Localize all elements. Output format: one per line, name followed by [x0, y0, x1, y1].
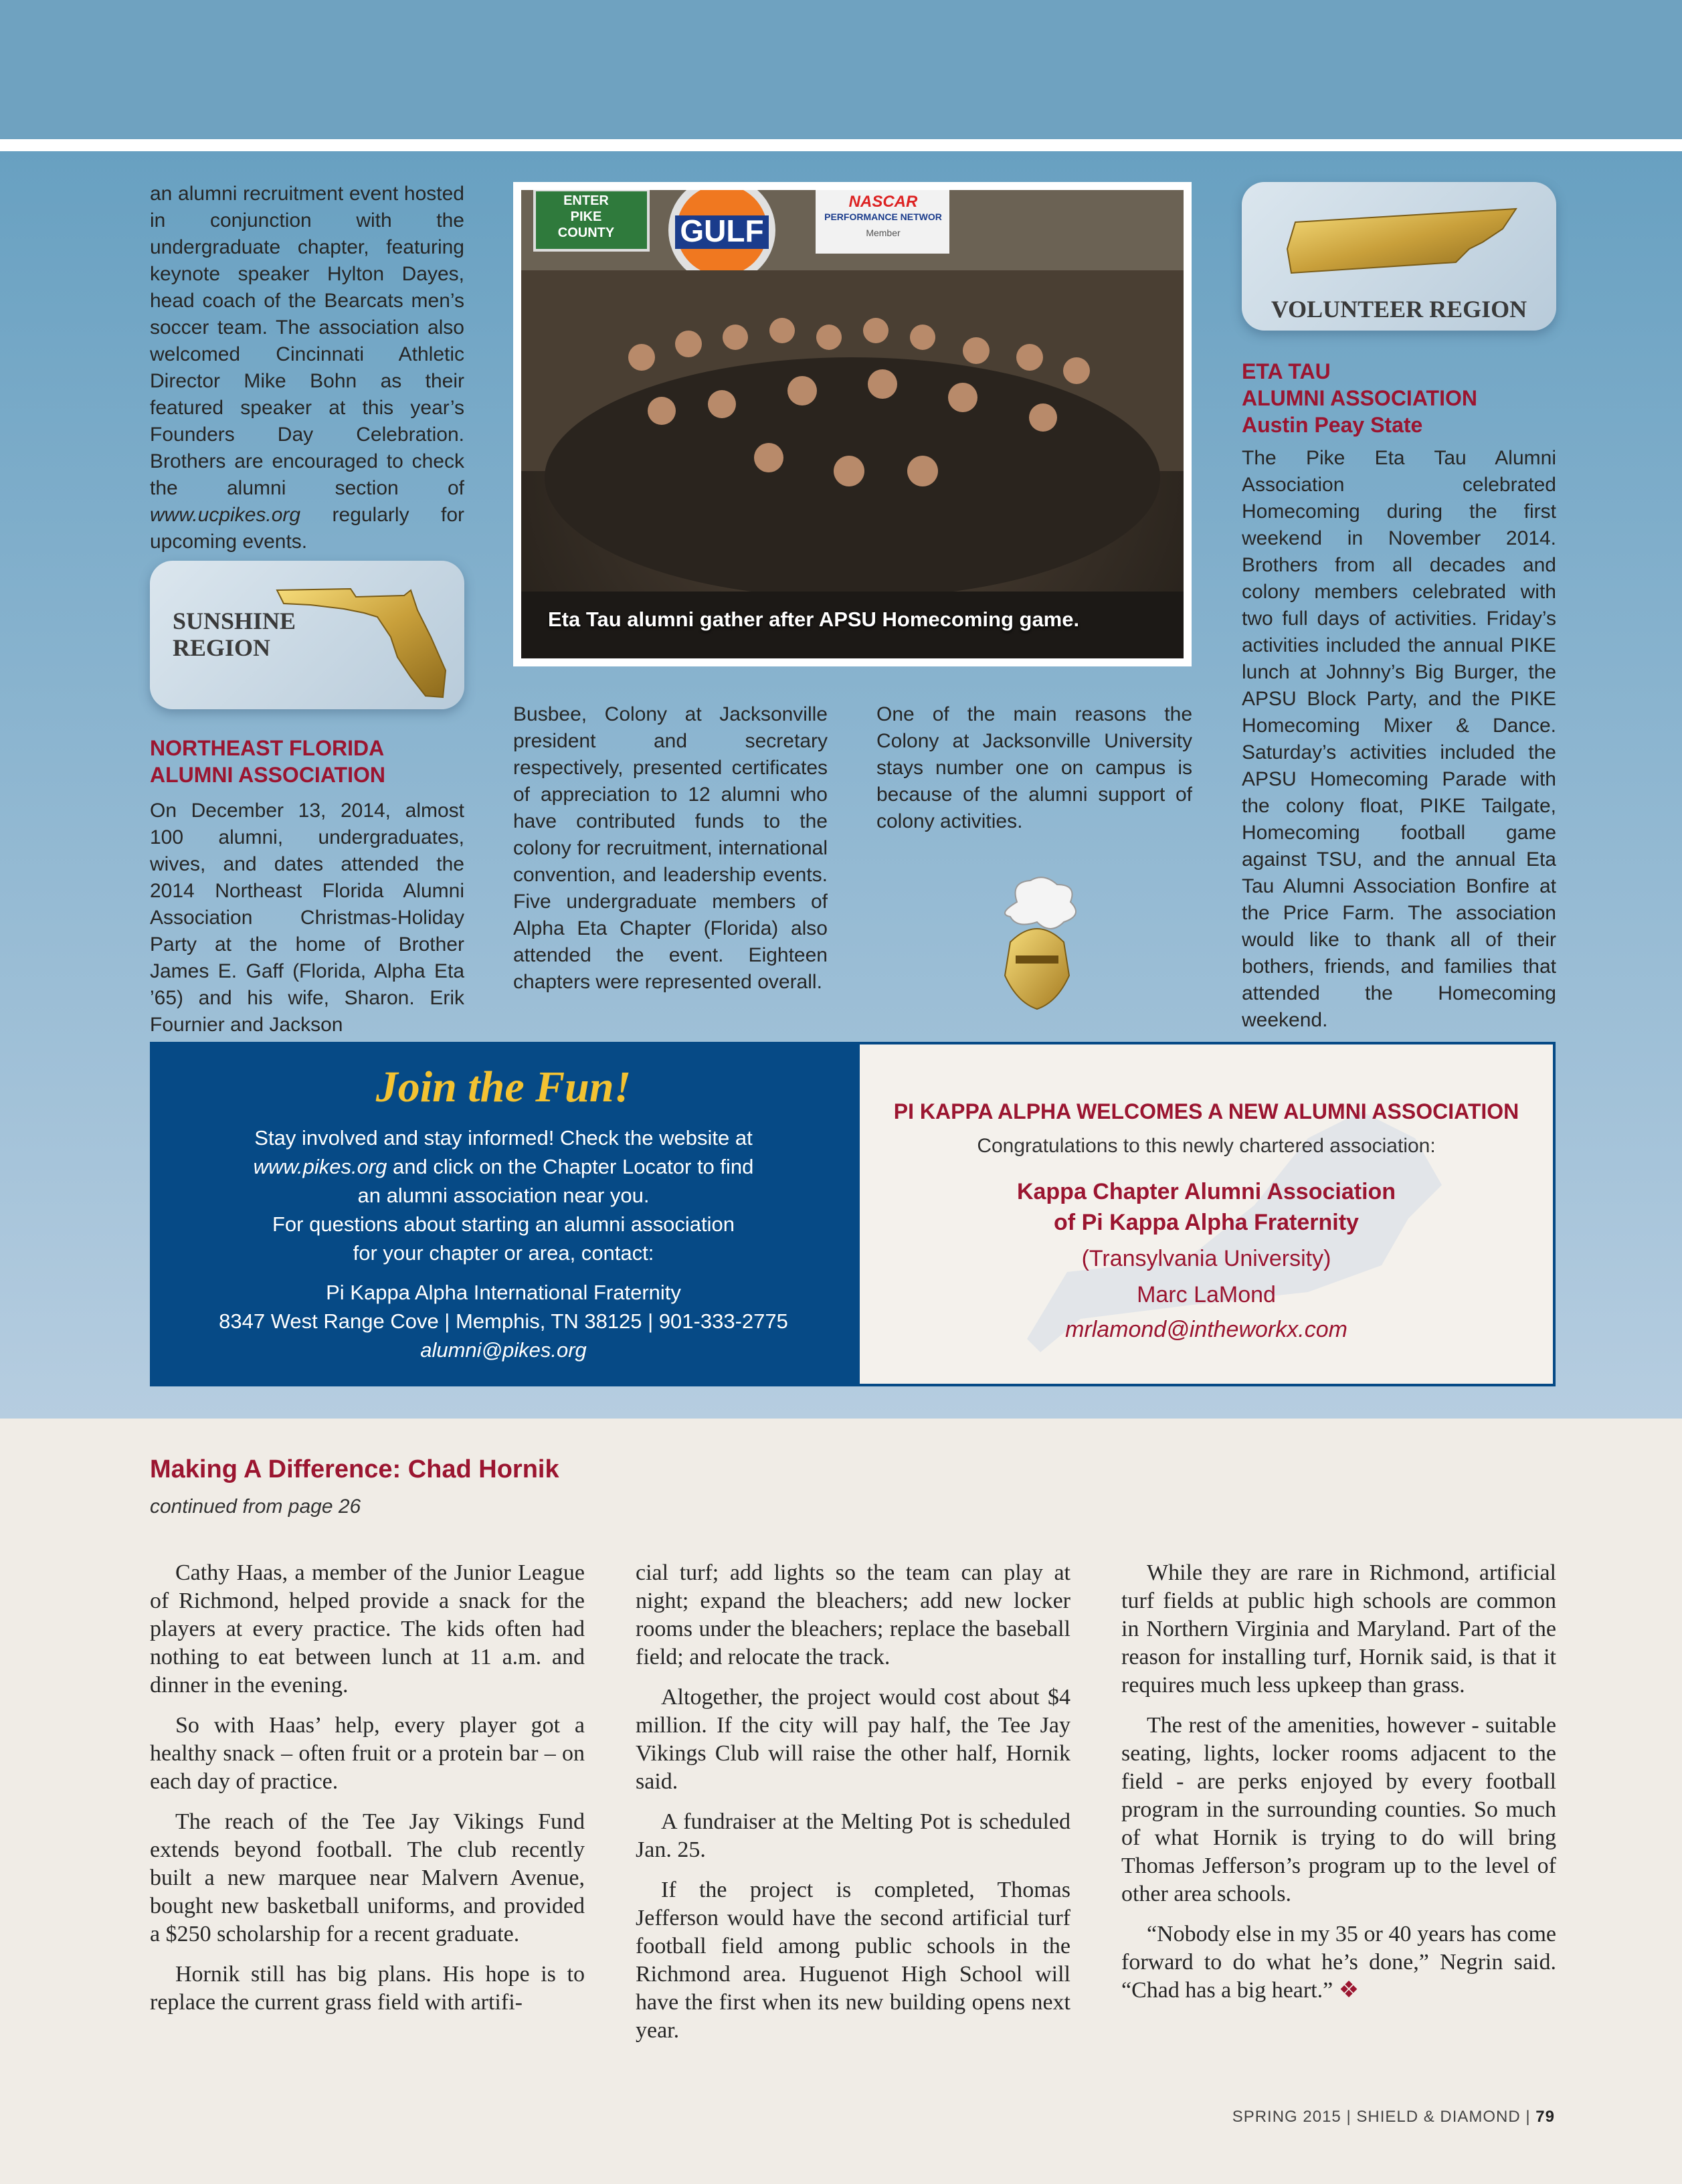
- new-association-box: [857, 1042, 1556, 1386]
- nascar-member: Member: [866, 227, 901, 238]
- page-number: 79: [1535, 2108, 1555, 2126]
- eta-tau-article: [1242, 358, 1556, 1034]
- gulf-sign: GULF: [680, 213, 764, 248]
- intro-tail: regularly for upcoming events.: [150, 504, 464, 553]
- story-paragraph-last: [1121, 1920, 1556, 2005]
- welcome-title: PI KAPPA ALPHA WELCOMES A NEW ALUMNI ASSOCIATION: [893, 1099, 1519, 1123]
- column-3-text: [876, 701, 1192, 835]
- sunshine-line2: REGION: [173, 634, 271, 661]
- northeast-florida-article: [150, 735, 464, 1038]
- etatau-body: The Pike Eta Tau Alumni Association celebrated Homecoming during the first weekend in November 2014. Brothers from all decades and colony members celebrated with two full days of activities. Friday’s activities included the annual PIKE lunch at Johnny’s Big Burger, the APSU Block Party, and the PIKE Homecoming Mixer & Dance. Saturday’s activities included the APSU Homecoming Parade with the colony float, PIKE Tailgate, Homecoming football game against TSU, and the annual Eta Tau Alumni Association Bonfire at the Price Farm. The association would like to thank all of their bothers, friends, and families that attended the Homecoming weekend.: [1242, 447, 1556, 1031]
- story-paragraph: A fundraiser at the Melting Pot is scheduled Jan. 25.: [636, 1809, 1070, 1862]
- join-line-1: Stay involved and stay informed! Check the website at: [254, 1126, 753, 1150]
- story-last-text: “Nobody else in my 35 or 40 years has come forward to do what he’s done,” Negrin said. “Chad has a big heart.”: [1121, 1922, 1556, 2003]
- header-divider: [0, 139, 1682, 151]
- sign-enter: ENTER: [563, 193, 609, 208]
- join-email-link[interactable]: alumni@pikes.org: [420, 1338, 587, 1362]
- join-the-fun-box: [150, 1042, 857, 1386]
- sunshine-region-badge: [150, 561, 464, 709]
- column-1-intro: [150, 181, 464, 555]
- join-text-block: [150, 1123, 857, 1364]
- nascar-sub: PERFORMANCE: [824, 211, 898, 222]
- welcome-school: (Transylvania University): [1081, 1246, 1331, 1271]
- enter-pike-county-sign: [536, 193, 636, 241]
- join-address: 8347 West Range Cove | Memphis, TN 38125 | 901-333-2775: [219, 1309, 788, 1333]
- welcome-name-2: of Pi Kappa Alpha Fraternity: [1054, 1210, 1359, 1235]
- pikes-website-link[interactable]: www.pikes.org: [253, 1155, 387, 1178]
- photo-caption: Eta Tau alumni gather after APSU Homecoming game.: [548, 608, 1080, 631]
- tennessee-map-icon: [1282, 202, 1523, 282]
- sunshine-line1: SUNSHINE: [173, 608, 296, 634]
- volunteer-region-label: VOLUNTEER REGION: [1271, 296, 1527, 323]
- garage-scene-illustration: [521, 190, 1184, 658]
- welcome-text-block: [860, 1099, 1553, 1345]
- join-org: Pi Kappa Alpha International Fraternity: [326, 1281, 681, 1304]
- nascar-sub2: NETWOR: [900, 211, 942, 222]
- join-title: Join the Fun!: [375, 1063, 632, 1111]
- column-2-text: [513, 701, 828, 996]
- col2-body: Busbee, Colony at Jacksonville president and secretary respectively, presented certificates of appreciation to 12 alumni who have contributed funds to the colony for recruitment, international convention, and leadership events. Five undergraduate members of Alpha Eta Chapter (Florida) also attended the event. Eighteen chapters were represented overall.: [513, 703, 828, 993]
- story-paragraph: cial turf; add lights so the team can play at night; expand the bleachers; add new locker rooms under the bleachers; replace the baseball field; and relocate the track.: [636, 1560, 1070, 1669]
- nascar-text: NASCAR: [848, 193, 918, 211]
- etatau-heading-3: Austin Peay State: [1242, 413, 1423, 437]
- nascar-sign: [820, 193, 947, 238]
- nefl-heading-1: NORTHEAST FLORIDA: [150, 736, 385, 760]
- story-paragraph: Cathy Haas, a member of the Junior League of Richmond, helped provide a snack for the players at every practice. The kids often had nothing to eat between lunch at 11 a.m. and dinner in the evening.: [150, 1560, 585, 1698]
- col3-body: One of the main reasons the Colony at Jacksonville University stays number one on campus is because of the alumni support of colony activities.: [876, 703, 1192, 832]
- story-continued: continued from page 26: [150, 1495, 361, 1518]
- sign-pike: PIKE: [570, 209, 602, 224]
- nefl-heading-2: ALUMNI ASSOCIATION: [150, 763, 385, 787]
- volunteer-region-badge: [1242, 182, 1556, 331]
- story-column-3: [1121, 1559, 1556, 2017]
- nefl-body: On December 13, 2014, almost 100 alumni, undergraduates, wives, and dates attended the 2014 Northeast Florida Alumni Association Christmas-Holiday Party at the home of Brother James E. Gaff (Florida, Alpha Eta ’65) and his wife, Sharon. Erik Fournier and Jackson: [150, 800, 464, 1036]
- welcome-email-link[interactable]: mrlamond@intheworkx.com: [1065, 1317, 1347, 1342]
- florida-map-icon: [270, 570, 458, 704]
- welcome-contact: Marc LaMond: [1137, 1282, 1276, 1307]
- alumni-photo: [513, 182, 1192, 666]
- etatau-heading-1: ETA TAU: [1242, 359, 1331, 383]
- welcome-association: [860, 1176, 1553, 1345]
- story-column-1: [150, 1559, 585, 2029]
- welcome-name-1: Kappa Chapter Alumni Association: [1016, 1179, 1396, 1204]
- intro-text: an alumni recruitment event hosted in conjunction with the undergraduate chapter, featuring keynote speaker Hylton Dayes, head coach of the Bearcats men’s soccer team. The association also welcomed Cincinnati Athletic Director Mike Bohn as their featured speaker at this year’s Founders Day Celebration. Brothers are encouraged to check the alumni section of: [150, 183, 464, 499]
- join-line-2-rest: and click on the Chapter Locator to find: [387, 1155, 754, 1178]
- story-paragraph: Hornik still has big plans. His hope is to replace the current grass field with artifi-: [150, 1962, 585, 2015]
- story-paragraph: If the project is completed, Thomas Jefferson would have the second artificial turf football field among public schools in the Richmond area. Huguenot High School will have the first when its new building opens next year.: [636, 1878, 1070, 2043]
- story-column-2: [636, 1559, 1070, 2057]
- story-paragraph: The reach of the Tee Jay Vikings Fund extends beyond football. The club recently built a new marquee near Malvern Avenue, bought new basketball uniforms, and provided a $250 scholarship for a recent graduate.: [150, 1809, 585, 1946]
- join-line-5: for your chapter or area, contact:: [353, 1241, 654, 1265]
- etatau-heading-2: ALUMNI ASSOCIATION: [1242, 386, 1477, 410]
- footer-issue: SPRING 2015 | SHIELD & DIAMOND |: [1232, 2108, 1531, 2126]
- page-footer: [1232, 2108, 1555, 2126]
- story-paragraph: So with Haas’ help, every player got a healthy snack – often fruit or a protein bar – on each day of practice.: [150, 1713, 585, 1794]
- photo-scene: [521, 190, 1184, 658]
- story-paragraph: The rest of the amenities, however - suitable seating, lights, locker rooms adjacent to the field - are perks enjoyed by every football program in the surrounding counties. So much of what Hornik is trying to do will bring Thomas Jefferson’s program up to the level of other area schools.: [1121, 1713, 1556, 1906]
- ucpikes-link[interactable]: www.ucpikes.org: [150, 504, 301, 526]
- story-paragraph: Altogether, the project would cost about $4 million. If the city will pay half, the Tee Jay Vikings Club will raise the other half, Hornik said.: [636, 1685, 1070, 1794]
- sign-county: COUNTY: [557, 225, 615, 240]
- join-line-3: an alumni association near you.: [357, 1184, 650, 1207]
- helmet-crest-icon: [984, 875, 1091, 1016]
- story-title: Making A Difference: Chad Hornik: [150, 1455, 559, 1483]
- header-bar: [0, 0, 1682, 139]
- story-paragraph: While they are rare in Richmond, artificial turf fields at public high schools are common in Northern Virginia and Maryland. Part of the reason for installing turf, Hornik said, is that it requires much less upkeep than grass.: [1121, 1560, 1556, 1698]
- join-line-2: [150, 1152, 857, 1181]
- nascar-subline: [820, 211, 947, 222]
- end-mark-icon: ❖: [1338, 1978, 1360, 2003]
- join-line-4: For questions about starting an alumni association: [272, 1212, 735, 1236]
- welcome-subtitle: Congratulations to this newly chartered association:: [977, 1135, 1436, 1157]
